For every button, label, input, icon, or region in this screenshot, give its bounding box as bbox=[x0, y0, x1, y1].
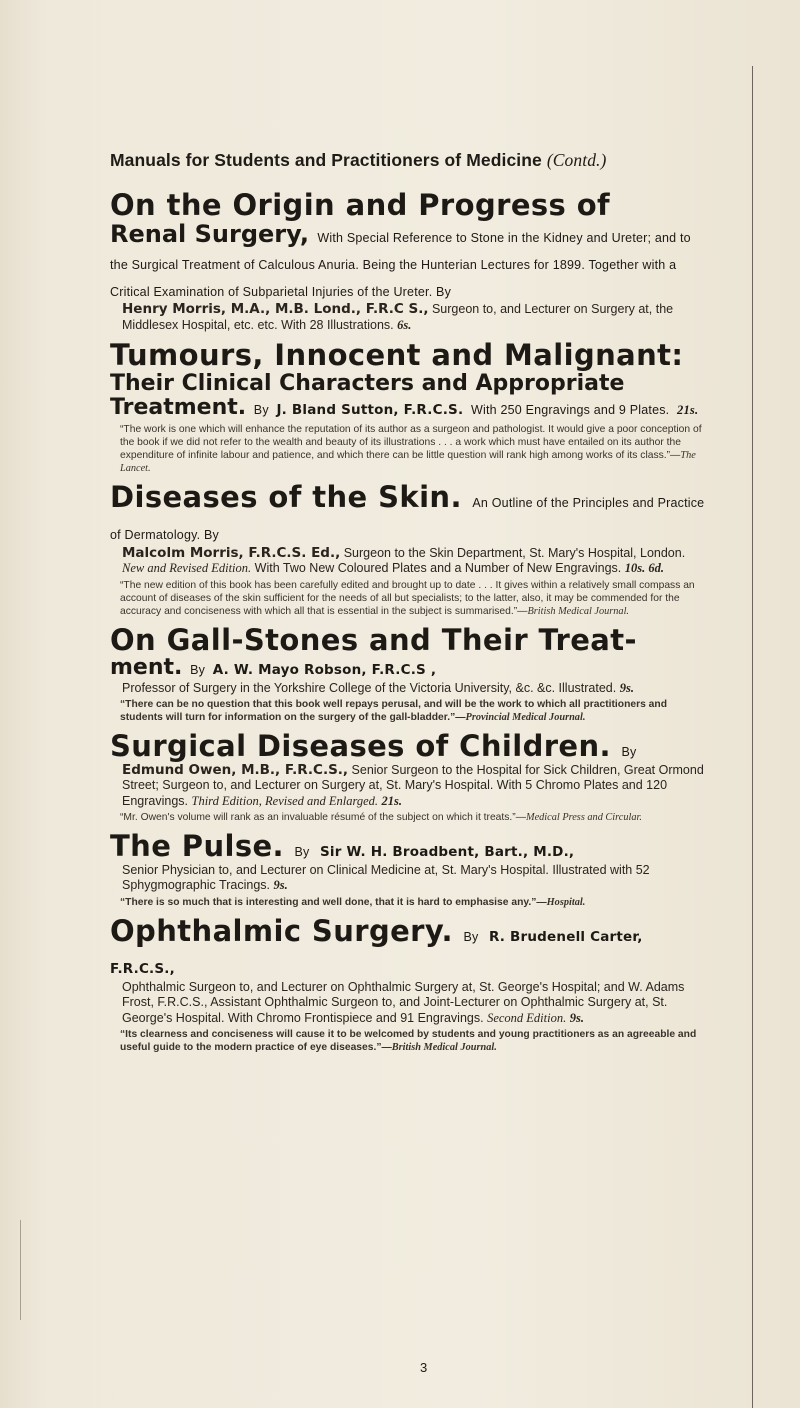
review-quote bbox=[120, 1028, 710, 1054]
book-title: Ophthalmic Surgery. bbox=[110, 913, 453, 948]
page-header bbox=[110, 150, 710, 171]
book-info: Professor of Surgery in the Yorkshire College of the Victoria University, &c. &c. Illustrated. bbox=[122, 680, 617, 695]
book-title-line: On the Origin and Progress of bbox=[110, 188, 611, 222]
book-info: With Two New Coloured Plates and a Number of New Engravings. bbox=[254, 561, 622, 576]
header-title: Manuals for Students and Practitioners of Medicine bbox=[110, 150, 542, 170]
review-quote bbox=[120, 579, 710, 618]
quote-text: “The new edition of this book has been carefully edited and brought up to date . . . It gives within a relatively small compass an account of diseases of the skin sufficient for the needs of all but specialists; to the latter, also, it may be commended for the accuracy and conciseness with which all that is essential in the subject is summarised.”— bbox=[120, 579, 695, 617]
book-title-line bbox=[110, 730, 710, 762]
book-price: 21s. bbox=[677, 403, 699, 418]
book-details bbox=[122, 763, 710, 810]
book-author: Henry Morris, M.A., M.B. Lond., F.R.C S., bbox=[122, 301, 429, 318]
book-price: 10s. 6d. bbox=[624, 561, 664, 576]
quote-text: “Its clearness and conciseness will cause it to be welcomed by students and young practitioners as an agreeable and useful guide to the modern practice of eye diseases.”— bbox=[120, 1029, 697, 1054]
book-description: An Outline of the Principles and Practice of Dermatology. By bbox=[110, 495, 705, 543]
quote-text: “Mr. Owen's volume will rank as an invaluable résumé of the subject on which it treats.”— bbox=[120, 812, 527, 824]
book-description: By bbox=[253, 403, 269, 418]
book-info: Ophthalmic Surgeon to, and Lecturer on Ophthalmic Surgery at, St. George's Hospital; and W. Adams Frost, F.R.C.S., Assistant Ophthalmic Surgeon to, and Joint-Lecturer on Ophthalmic Surgery at, St. George's Hospital. With Chromo Frontispiece and 91 Engravings. bbox=[122, 979, 685, 1025]
margin-mark bbox=[20, 1220, 21, 1320]
book-edition: Third Edition, Revised and Enlarged. bbox=[191, 793, 379, 808]
advertisement-list bbox=[110, 150, 710, 1060]
quote-source: The Lancet. bbox=[120, 449, 696, 474]
book-title-line: Their Clinical Characters and Appropriate bbox=[110, 370, 625, 396]
book-info: Senior Surgeon to the Hospital for Sick Children, Great Ormond Street; Surgeon to, and Lecturer on Surgery at, St. Mary's Hospital. With 5 Chromo Plates and 120 Engravings. bbox=[122, 762, 704, 808]
book-entry-ophthalmic bbox=[110, 915, 710, 1054]
book-description: By bbox=[463, 929, 479, 944]
page-number: 3 bbox=[420, 1360, 428, 1375]
book-author: Sir W. H. Broadbent, Bart., M.D., bbox=[319, 844, 575, 861]
book-info: With 250 Engravings and 9 Plates. bbox=[470, 403, 670, 418]
book-price: 21s. bbox=[381, 793, 403, 808]
book-price: 9s. bbox=[619, 680, 634, 695]
book-edition: Second Edition. bbox=[487, 1010, 567, 1025]
book-title-line bbox=[110, 656, 710, 681]
review-quote bbox=[120, 423, 710, 475]
book-description: By bbox=[190, 663, 206, 678]
book-entry-renal-surgery bbox=[110, 189, 710, 333]
book-author: A. W. Mayo Robson, F.R.C.S , bbox=[212, 662, 437, 679]
book-author: J. Bland Sutton, F.R.C.S. bbox=[276, 402, 464, 419]
book-details bbox=[122, 980, 710, 1027]
page-edge-line bbox=[752, 66, 753, 1408]
book-info: Surgeon to, and Lecturer on Surgery at, the Middlesex Hospital, etc. etc. With 28 Illustrations. bbox=[122, 302, 674, 332]
quote-text: “The work is one which will enhance the reputation of its author as a surgeon and pathologist. It would give a poor conception of the book if we did not refer to the wealth and beauty of its illustrations . . . a work which must have entailed on its author the expenditure of infinite labour and patience, and which there can be little question will rank high among works of its class.”— bbox=[120, 423, 702, 461]
quote-text: “There is so much that is interesting and well done, that it is hard to emphasise any.”— bbox=[120, 896, 547, 908]
book-title: Renal Surgery, bbox=[110, 220, 310, 249]
book-title: Diseases of the Skin. bbox=[110, 479, 462, 514]
review-quote bbox=[120, 698, 710, 724]
book-details bbox=[122, 863, 710, 894]
book-info: Surgeon to the Skin Department, St. Mary's Hospital, London. bbox=[343, 545, 686, 560]
review-quote bbox=[120, 811, 710, 824]
book-edition: New and Revised Edition. bbox=[122, 561, 252, 576]
book-price: 9s. bbox=[273, 878, 288, 893]
book-title-line bbox=[110, 830, 710, 862]
book-title-line bbox=[110, 221, 710, 302]
book-author: Malcolm Morris, F.R.C.S. Ed., bbox=[122, 544, 341, 561]
book-title-line bbox=[110, 396, 710, 421]
book-title-line: On Gall-Stones and Their Treat- bbox=[110, 622, 637, 657]
book-entry-gall-stones bbox=[110, 624, 710, 725]
book-description: By bbox=[294, 845, 310, 860]
quote-source: British Medical Journal. bbox=[527, 605, 630, 617]
book-title-line bbox=[110, 915, 710, 980]
book-title: The Pulse. bbox=[110, 829, 284, 864]
quote-text: “There can be no question that this book well repays perusal, and will be the work to which all practitioners and students will turn for information on the surgery of the gall-bladder.”— bbox=[120, 699, 667, 724]
book-title-line bbox=[110, 481, 710, 546]
header-contd: (Contd.) bbox=[546, 150, 607, 170]
book-entry-children bbox=[110, 730, 710, 824]
book-description: By bbox=[621, 745, 637, 760]
book-entry-pulse bbox=[110, 830, 710, 908]
book-price: 9s. bbox=[569, 1010, 584, 1025]
book-details bbox=[122, 546, 710, 577]
book-price: 6s. bbox=[397, 317, 412, 332]
book-entry-skin bbox=[110, 481, 710, 618]
book-title: Surgical Diseases of Children. bbox=[110, 729, 611, 764]
quote-source: Hospital. bbox=[546, 896, 586, 908]
book-details bbox=[122, 302, 710, 333]
book-author: R. Brudenell Carter, F.R.C.S., bbox=[110, 928, 643, 978]
quote-source: British Medical Journal. bbox=[391, 1042, 497, 1054]
book-title-line: Tumours, Innocent and Malignant: bbox=[110, 338, 684, 373]
book-title: Treatment. bbox=[110, 395, 247, 421]
book-entry-tumours bbox=[110, 339, 710, 475]
quote-source: Medical Press and Circular. bbox=[526, 812, 642, 824]
book-info: Senior Physician to, and Lecturer on Clinical Medicine at, St. Mary's Hospital. Illustrated with 52 Sphygmographic Tracings. bbox=[122, 862, 650, 893]
book-author: Edmund Owen, M.B., F.R.C.S., bbox=[122, 761, 349, 778]
book-details bbox=[122, 681, 710, 697]
book-description: With Special Reference to Stone in the Kidney and Ureter; and to the Surgical Treatment of Calculous Anuria. Being the Hunterian Lectures for 1899. Together with a Critical Examination of Subparietal Injuries of the Ureter. By bbox=[110, 231, 691, 300]
review-quote bbox=[120, 896, 710, 909]
quote-source: Provincial Medical Journal. bbox=[465, 712, 586, 724]
book-title: ment. bbox=[110, 655, 183, 681]
